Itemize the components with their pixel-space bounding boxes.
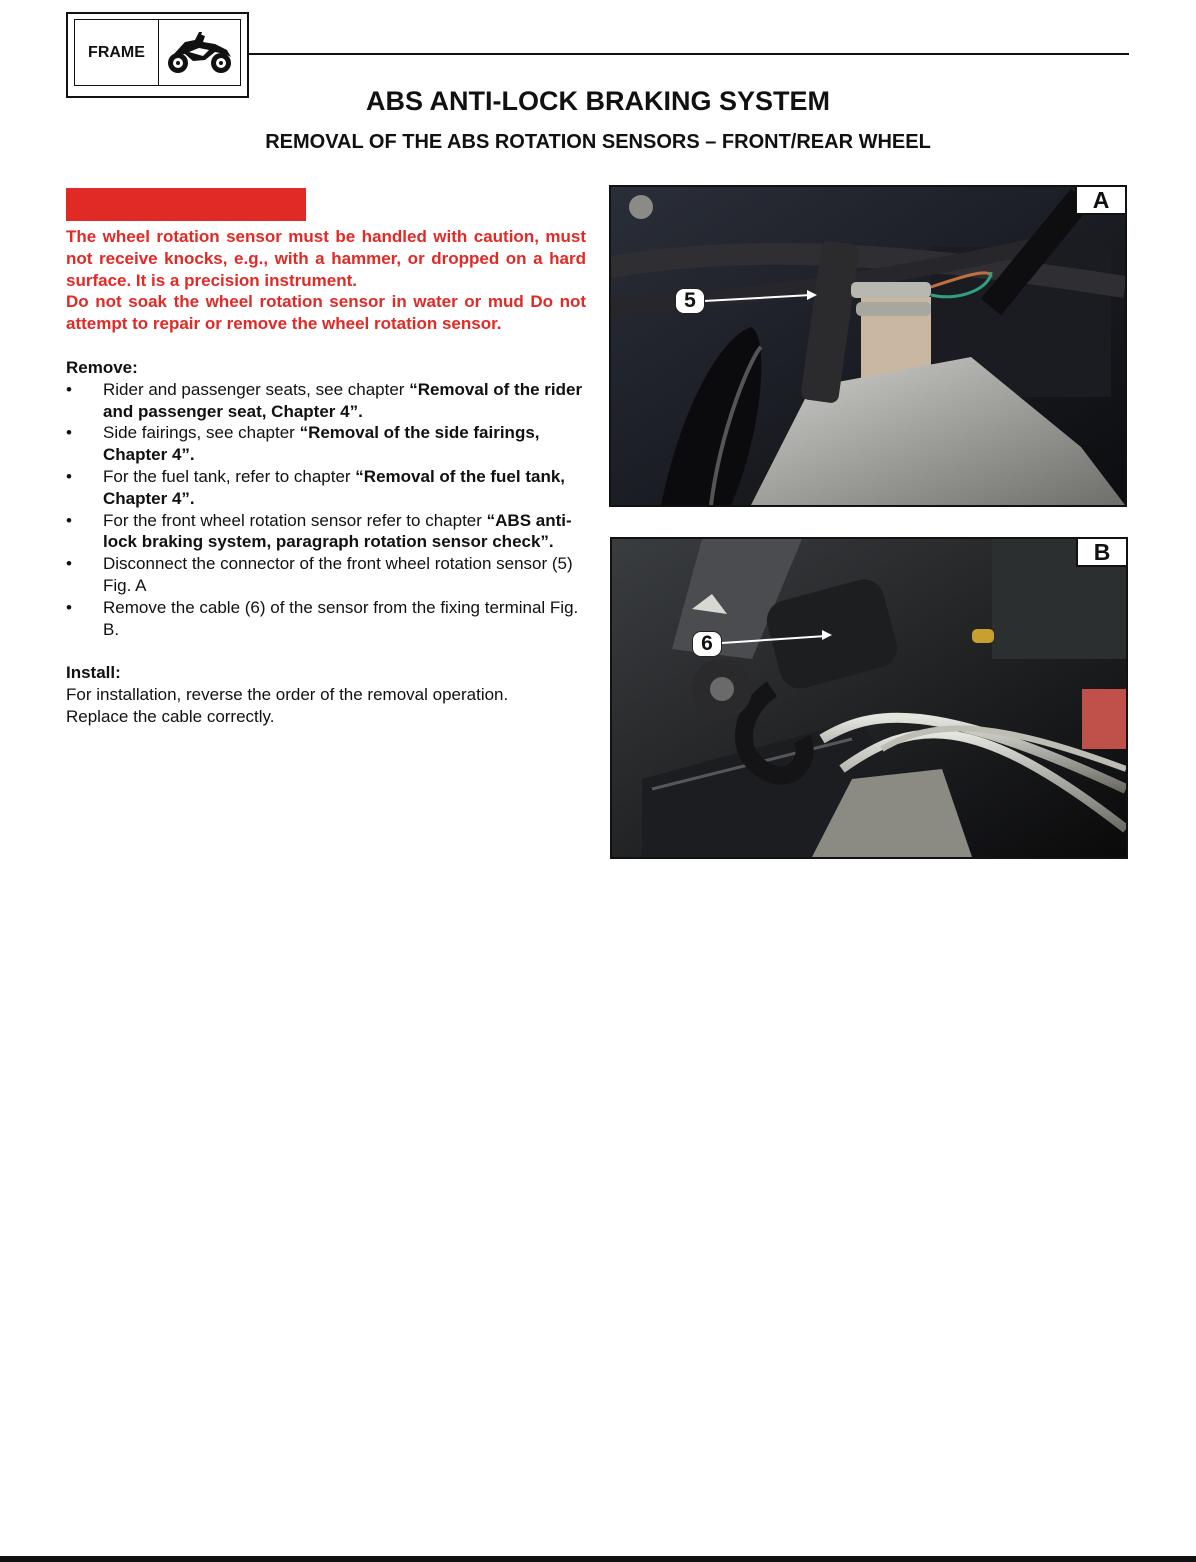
warning-text: [66, 226, 586, 335]
footer-rule: [0, 1556, 1196, 1562]
figure-b-photo: [610, 537, 1128, 859]
install-line: Replace the cable correctly.: [66, 706, 275, 726]
step-text: Remove the cable (6) of the sensor from the fixing terminal Fig. B.: [103, 597, 579, 639]
list-item: [66, 466, 586, 510]
step-text: For the fuel tank, refer to chapter: [103, 466, 356, 486]
leader-arrow: [611, 187, 1125, 505]
leader-arrow: [612, 539, 1126, 857]
warning-line: The wheel rotation sensor must be handled with caution, must not receive knocks, e.g., with a hammer, or dropped on a hard surface. It is a precision instrument.: [66, 227, 586, 290]
remove-heading: Remove:: [66, 358, 138, 377]
figure-a-photo: [609, 185, 1127, 507]
callout-marker: 5: [675, 288, 705, 314]
page-subtitle: REMOVAL OF THE ABS ROTATION SENSORS – FRONT/REAR WHEEL: [265, 131, 931, 153]
list-item: [66, 422, 586, 466]
section-label: FRAME: [75, 20, 159, 85]
install-heading: Install:: [66, 663, 121, 683]
chapter-reference: “Removal of the side fairings, Chapter 4”.: [103, 423, 540, 465]
list-item: [66, 379, 586, 423]
figure-label: B: [1076, 539, 1126, 567]
warning-line: Do not soak the wheel rotation sensor in water or mud Do not attempt to repair or remove the wheel rotation sensor.: [66, 292, 586, 334]
step-text: For the front wheel rotation sensor refer to chapter: [103, 510, 487, 530]
page-title: ABS ANTI-LOCK BRAKING SYSTEM: [366, 86, 830, 116]
list-item: [66, 553, 586, 597]
motorcycle-icon: [159, 20, 240, 85]
figure-label: A: [1075, 187, 1125, 215]
step-text: Rider and passenger seats, see chapter: [103, 379, 410, 399]
remove-steps: [66, 379, 586, 641]
step-text: Disconnect the connector of the front wheel rotation sensor (5) Fig. A: [103, 554, 573, 595]
callout-marker: 6: [692, 631, 722, 657]
procedure: [66, 357, 586, 728]
install-section: [66, 662, 586, 727]
warning-bar: [66, 188, 306, 221]
chapter-reference: “ABS anti-lock braking system, paragraph rotation sensor check”.: [103, 510, 572, 552]
chapter-reference: “Removal of the fuel tank, Chapter 4”.: [103, 466, 565, 508]
list-item: [66, 597, 586, 641]
step-text: Side fairings, see chapter: [103, 423, 300, 443]
install-line: For installation, reverse the order of the removal operation.: [66, 685, 509, 705]
list-item: [66, 510, 586, 554]
chapter-reference: “Removal of the rider and passenger seat, Chapter 4”.: [103, 379, 583, 421]
header-rule: [249, 53, 1129, 55]
